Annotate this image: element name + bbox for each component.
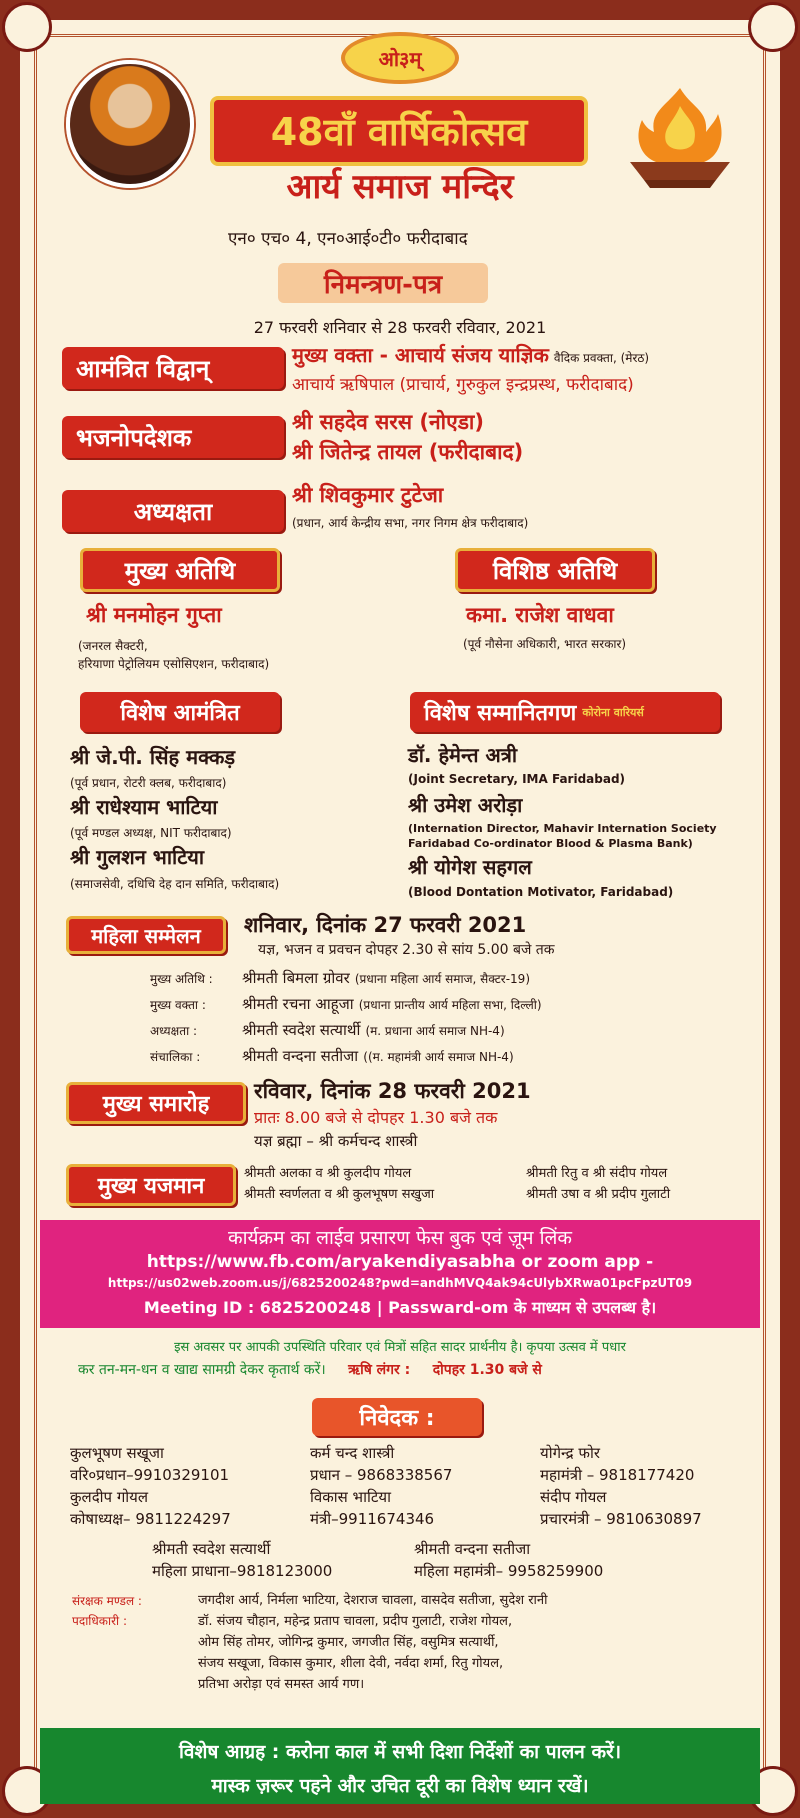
honoured-person-3-note: (Blood Dontation Motivator, Faridabad) (408, 885, 674, 899)
women-row: मुख्य अतिथि : श्रीमती बिमला ग्रोवर (प्रधाना महिला आर्य समाज, सैक्टर-19) (150, 969, 530, 987)
women-row: मुख्य वक्ता : श्रीमती रचना आहूजा (प्रधाना प्रान्तीय आर्य महिला सभा, दिल्ली) (150, 995, 542, 1013)
women-office-2: श्रीमती वन्दना सतीजा महिला महामंत्री– 9958259900 (414, 1540, 604, 1580)
corner-ornament (748, 2, 798, 52)
special-guest-note: (पूर्व नौसेना अधिकारी, भारत सरकार) (463, 637, 627, 651)
honoured-person-2-note-1: (Internation Director, Mahavir Internation Society (408, 822, 717, 835)
women-row: अध्यक्षता : श्रीमती स्वदेश सत्यार्थी (म. प्रधाना आर्य समाज NH-4) (150, 1021, 505, 1039)
women-office-1: श्रीमती स्वदेश सत्यार्थी महिला प्राधाना–9818123000 (152, 1540, 333, 1580)
request-line-1: इस अवसर पर आपकी उपस्थिति परिवार एवं मित्रों सहित सादर प्रार्थनीय है। कृपया उत्सव में पधार (174, 1340, 626, 1355)
women-conference-time: यज्ञ, भजन व प्रवचन दोपहर 2.30 से सांय 5.00 बजे तक (258, 942, 555, 958)
invited-person-2: श्री राधेश्याम भाटिया (70, 795, 218, 819)
hosts-label: मुख्य यजमान (66, 1164, 236, 1206)
event-dates: 27 फरवरी शनिवार से 28 फरवरी रविवार, 2021 (253, 318, 547, 337)
women-conference-date: शनिवार, दिनांक 27 फरवरी 2021 (244, 913, 527, 937)
honoured-label-text: विशेष सम्मानितगण (424, 701, 577, 726)
honoured-person-2-note-2: Faridabad Co-ordinator Blood & Plasma Bank) (408, 837, 693, 850)
special-guest-label: विशिष्ठ अतिथि (455, 548, 655, 592)
chief-guest-note-2: हरियाणा पेट्रोलियम एसोसिएशन, फरीदाबाद) (78, 657, 270, 671)
covid-notice-line-1: विशेष आग्रह : करोना काल में सभी दिशा निर्देशों का पालन करें। (178, 1741, 622, 1763)
invited-person-3-note: (समाजसेवी, दधिचि देह दान समिति, फरीदाबाद) (70, 877, 280, 891)
honoured-label (410, 692, 720, 732)
invited-person-2-note: (पूर्व मण्डल अध्यक्ष, NIT फरीदाबाद) (70, 826, 232, 840)
women-conference-list (150, 968, 710, 1072)
patrons-label: संरक्षक मण्डल : (72, 1594, 142, 1608)
officers-label: पदाधिकारी : (72, 1614, 127, 1628)
honoured-person-2: श्री उमेश अरोड़ा (408, 793, 523, 817)
yajna-brahma: यज्ञ ब्रह्मा – श्री कर्मचन्द शास्त्री (254, 1132, 418, 1150)
org-name: आर्य समाज मन्दिर (286, 167, 514, 207)
om-badge: ओ३म् (345, 36, 455, 80)
host-couple-2: श्रीमती स्वर्णलता व श्री कुलभूषण सखुजा (244, 1187, 435, 1202)
nivedak-col-2: कर्म चन्द शास्त्री प्रधान – 9868338567 विकास भाटिया मंत्री–9911674346 (310, 1444, 453, 1528)
presidency-label: अध्यक्षता (62, 490, 284, 532)
main-event-date: रविवार, दिनांक 28 फरवरी 2021 (254, 1079, 531, 1103)
women-conference-label: महिला सम्मेलन (66, 916, 226, 954)
covid-notice-line-2: मास्क ज़रूर पहने और उचित दूरी का विशेष ध्यान रखें। (211, 1775, 589, 1797)
host-couple-4: श्रीमती उषा व श्री प्रदीप गुलाटी (526, 1187, 671, 1202)
facebook-link[interactable]: https://www.fb.com/aryakendiyasabha or zoom app - (146, 1252, 654, 1272)
host-couple-1: श्रीमती अलका व श्री कुलदीप गोयल (244, 1166, 412, 1181)
langar-time: दोपहर 1.30 बजे से (432, 1362, 542, 1378)
honoured-person-1-note: (Joint Secretary, IMA Faridabad) (408, 772, 626, 786)
presidency-note: (प्रधान, आर्य केन्द्रीय सभा, नगर निगम क्षेत्र फरीदाबाद) (292, 516, 529, 530)
bhajan-singer-2: श्री जितेन्द्र तायल (फरीदाबाद) (292, 440, 524, 464)
special-invited-label: विशेष आमंत्रित (80, 692, 280, 732)
nivedak-label: निवेदक : (312, 1398, 482, 1436)
chief-guest-label: मुख्य अतिथि (80, 548, 280, 592)
bhajan-label: भजनोपदेशक (62, 416, 284, 458)
corona-warriors-tag: कोरोना वारियर्स (582, 705, 644, 719)
scholars-label: आमंत्रित विद्वान् (62, 347, 284, 389)
address: एन० एच० 4, एन०आई०टी० फरीदाबाद (228, 229, 468, 249)
request-text: कर तन-मन-धन व खाद्य सामग्री देकर कृतार्थ करें। (78, 1362, 326, 1378)
invitation-label: निमन्त्रण-पत्र (278, 263, 488, 303)
nivedak-col-3: योगेन्द्र फोर महामंत्री – 9818177420 संदीप गोयल प्रचारमंत्री – 9810630897 (540, 1444, 702, 1528)
covid-notice (40, 1728, 760, 1804)
host-couple-3: श्रीमती रितु व श्री संदीप गोयल (526, 1166, 668, 1181)
chief-speaker: मुख्य वक्ता - आचार्य संजय याज्ञिक (292, 343, 549, 367)
patrons-list: जगदीश आर्य, निर्मला भाटिया, देशराज चावला, वासदेव सतीजा, सुदेश रानी डॉ. संजय चौहान, महेन्द्र प्रताप चावला, प्रदीप गुलाटी, राजेश गोयल, ओम सिंह तोमर, जोगिन्द्र कुमार, जगजीत सिंह, वसुमित्र सत्यार्थी, संजय सखूजा, विकास कुमार, शीला देवी, नर्वदा शर्मा, रितु गोयल, प्रतिभा अरोड़ा एवं समस्त आर्य गण। (198, 1593, 548, 1692)
invited-person-3: श्री गुलशन भाटिया (70, 845, 205, 869)
presidency-name: श्री शिवकुमार टुटेजा (292, 483, 444, 507)
live-heading: कार्यक्रम का लाईव प्रसारण फेस बुक एवं ज़ूम लिंक (228, 1227, 572, 1249)
nivedak-col-1: कुलभूषण सखूजा वरि०प्रधान–9910329101 कुलदीप गोयल कोषाध्यक्ष– 9811224297 (70, 1444, 231, 1528)
scholar-2: आचार्य ऋषिपाल (प्राचार्य, गुरुकुल इन्द्रप्रस्थ, फरीदाबाद) (292, 375, 634, 395)
chief-guest-name: श्री मनमोहन गुप्ता (86, 603, 222, 627)
live-broadcast-box (40, 1220, 760, 1328)
honoured-person-3: श्री योगेश सहगल (408, 855, 532, 879)
request-line-2 (78, 1360, 542, 1379)
women-row: संचालिका : श्रीमती वन्दना सतीजा ((म. महामंत्री आर्य समाज NH-4) (150, 1047, 514, 1065)
bhajan-singer-1: श्री सहदेव सरस (नोएडा) (292, 410, 484, 434)
langar-label: ऋषि लंगर : (348, 1362, 411, 1378)
chief-guest-note-1: (जनरल सैक्टरी, (78, 639, 148, 653)
event-title: 48वाँ वार्षिकोत्सव (210, 96, 588, 166)
main-event-label: मुख्य समारोह (66, 1082, 246, 1124)
meeting-id: Meeting ID : 6825200248 | Passward-om के माध्यम से उपलब्ध है। (143, 1298, 657, 1317)
main-event-time: प्रातः 8.00 बजे से दोपहर 1.30 बजे तक (254, 1108, 498, 1127)
chief-speaker-note: वैदिक प्रवक्ता, (मेरठ) (553, 351, 650, 365)
honoured-person-1: डॉ. हेमेन्त अत्री (408, 743, 518, 767)
corner-ornament (2, 2, 52, 52)
special-guest-name: कमा. राजेश वाधवा (466, 603, 614, 627)
invited-person-1-note: (पूर्व प्रधान, रोटरी क्लब, फरीदाबाद) (70, 776, 227, 790)
zoom-link[interactable]: https://us02web.zoom.us/j/6825200248?pwd=andhMVQ4ak94cUlybXRwa01pcFpzUT09 (107, 1276, 693, 1290)
invited-person-1: श्री जे.पी. सिंह मक्कड़ (70, 745, 236, 769)
